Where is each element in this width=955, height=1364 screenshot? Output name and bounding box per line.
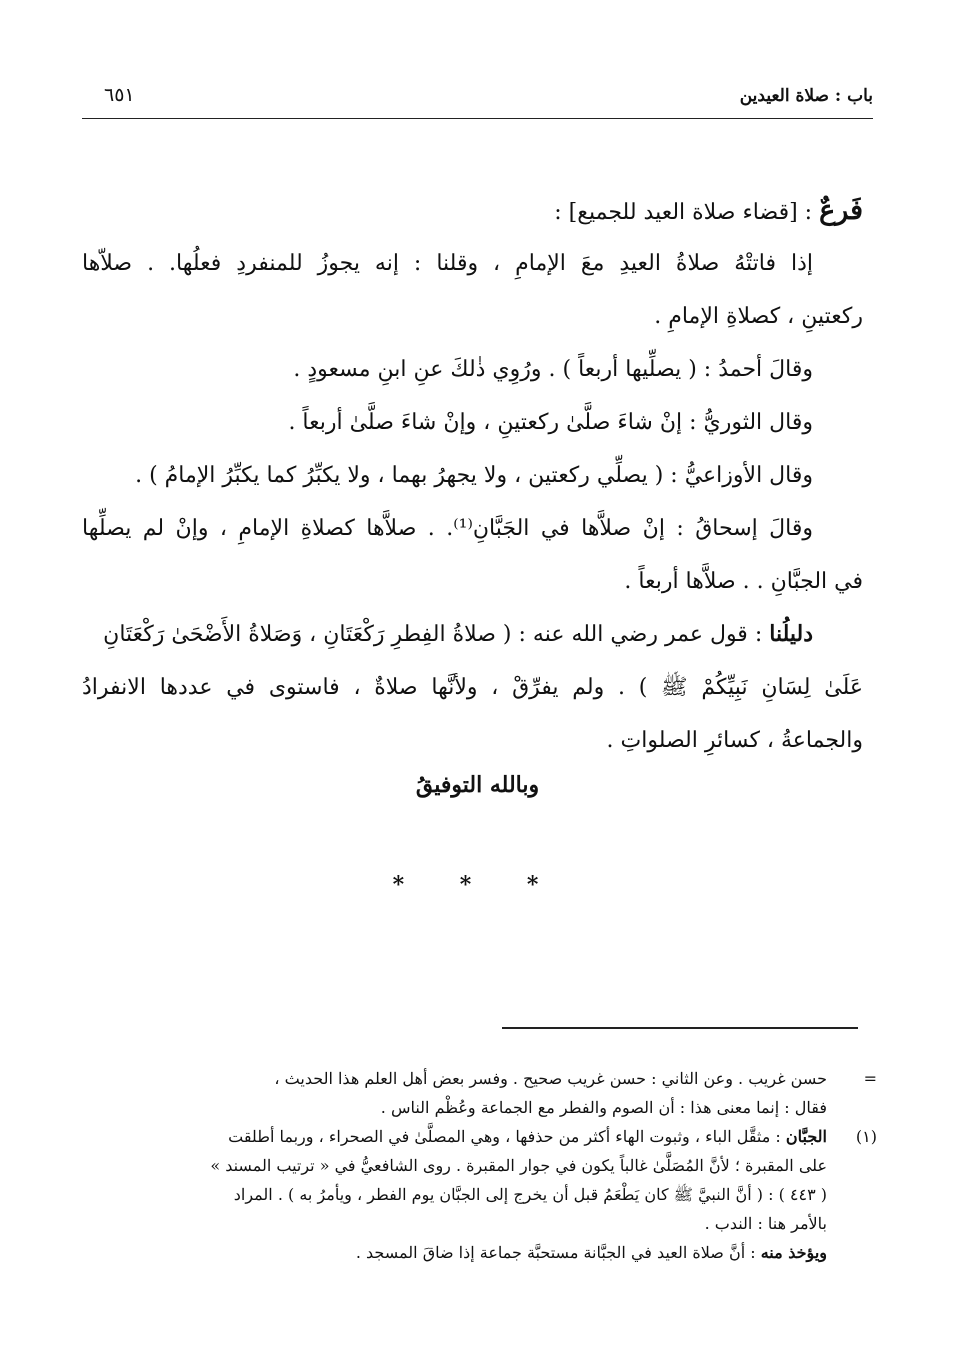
paragraph-line-awzai: وقال الأوزاعيُّ : ( يصلِّي ركعتين ، ولا يجهرُ بهما ، ولا يكبِّرُ كما يكبِّرُ الإمامُ ) . (135, 463, 813, 488)
paragraph-line: في الجبَّانِ . . صلاَّها أربعاً . (624, 569, 863, 594)
heading-title: : [قضاء صلاة العيد للجميع] : (554, 200, 820, 225)
heading-label: فَرعٌ (819, 195, 863, 226)
footnote-1-marker: (١) (855, 1127, 877, 1146)
footnote-continuation-line (82, 1064, 877, 1093)
footnote-1-line (82, 1180, 877, 1209)
footnote-text: ( ٤٤٣ ) : ( أنَّ النبيَّ ﷺ كان يَطْعَمُ قبل أن يخرج إلى الجبَّان يوم الفطر ، ويأمرُ به ) . المراد (233, 1185, 827, 1204)
paragraph-line: والجماعةُ ، كسائرِ الصلواتِ . (606, 728, 863, 753)
paragraph-line: عَلَىٰ لِسَانِ نَبِيِّكُمْ ﷺ ) . ولم يفرِّقْ ، ولأنَّها صلاةٌ ، فاستوى في عددها الانفرادُ (82, 675, 863, 700)
footnote-text (82, 1122, 877, 1151)
footnote-1-line (82, 1209, 877, 1238)
section-heading (82, 184, 863, 237)
page-header (82, 84, 873, 119)
footnote-text: بالأمر هنا : الندب . (704, 1214, 827, 1233)
footnote-1-text: : أنَّ صلاة العيد في الجبَّانة مستحبَّة جماعة إذا ضاقَ المسجد . (355, 1243, 761, 1262)
footnote-continuation-line (82, 1093, 877, 1122)
paragraph-line-thawri: وقال الثوريُّ : إنْ شاءَ صلَّىٰ ركعتينِ ، وإنْ شاءَ صلَّىٰ أربعاً . (288, 410, 813, 435)
section-separator: * * * (392, 872, 563, 898)
footnote-1-line (82, 1238, 877, 1267)
footnote-1-label: الجبَّان (785, 1127, 827, 1146)
footnote-text: فقال : إنما معنى هذا : أن الصوم والفطر مع الجماعة وعُظْم الناس . (380, 1098, 827, 1117)
footnote-text: حسن غريب . وعن الثاني : حسن غريب صحيح . وفسر بعض أهل العلم هذا الحديث ، (274, 1069, 827, 1088)
paragraph-line-ahmad: وقالَ أحمدُ : ( يصلِّيها أربعاً ) . ورُوِي ذٰلكَ عنِ ابنِ مسعودٍ . (293, 357, 813, 382)
footnote-1-subhead: ويؤخذ منه (760, 1243, 827, 1262)
paragraph-line: ركعتينِ ، كصلاةِ الإمامِ . (654, 304, 863, 329)
footnote-1-text: : مثقَّل الباء ، وثبوت الهاء أكثر من حذفها ، وهي المصلَّىٰ في الصحراء ، وربما أطلقت (228, 1127, 786, 1146)
footnotes (82, 1064, 877, 1267)
page-number: ٦٥١ (104, 84, 135, 106)
footnote-text (82, 1238, 877, 1267)
footnote-1-line (82, 1151, 877, 1180)
continuation-marker: = (863, 1069, 877, 1088)
paragraph-line: إذا فاتتْهُ صلاةُ العيدِ معَ الإمامِ ، وقلنا : إنه يجوزُ للمنفردِ فعلُها. . صلاّها (82, 251, 813, 276)
running-title: باب : صلاة العيدين (739, 86, 873, 106)
dalil-label: دليلُنا (769, 621, 813, 647)
footnote-text: على المقبرة ؛ لأنَّ المُصَلَّىٰ غالباً يكون في جوار المقبرة . روى الشافعيُّ في « ترتيب المسند » (210, 1156, 827, 1175)
paragraph-line-ishaq: وقالَ إسحاقُ : إنْ صلاَّها في الجَبَّانِ⁽¹⁾. . صلاَّها كصلاةِ الإمامِ ، وإنْ لم يصلِّها (82, 516, 813, 541)
paragraph-line-dalil (82, 608, 863, 661)
closing-formula: وبالله التوفيقُ (415, 772, 540, 798)
footnote-divider (502, 1027, 858, 1029)
dalil-text: : قول عمر رضي الله عنه : ( صلاةُ الفِطرِ رَكْعَتَانِ ، وَصَلاةُ الأَضْحَىٰ رَكْعَتَانِ (103, 622, 770, 647)
footnote-1-line (82, 1122, 877, 1151)
main-text (82, 184, 863, 767)
